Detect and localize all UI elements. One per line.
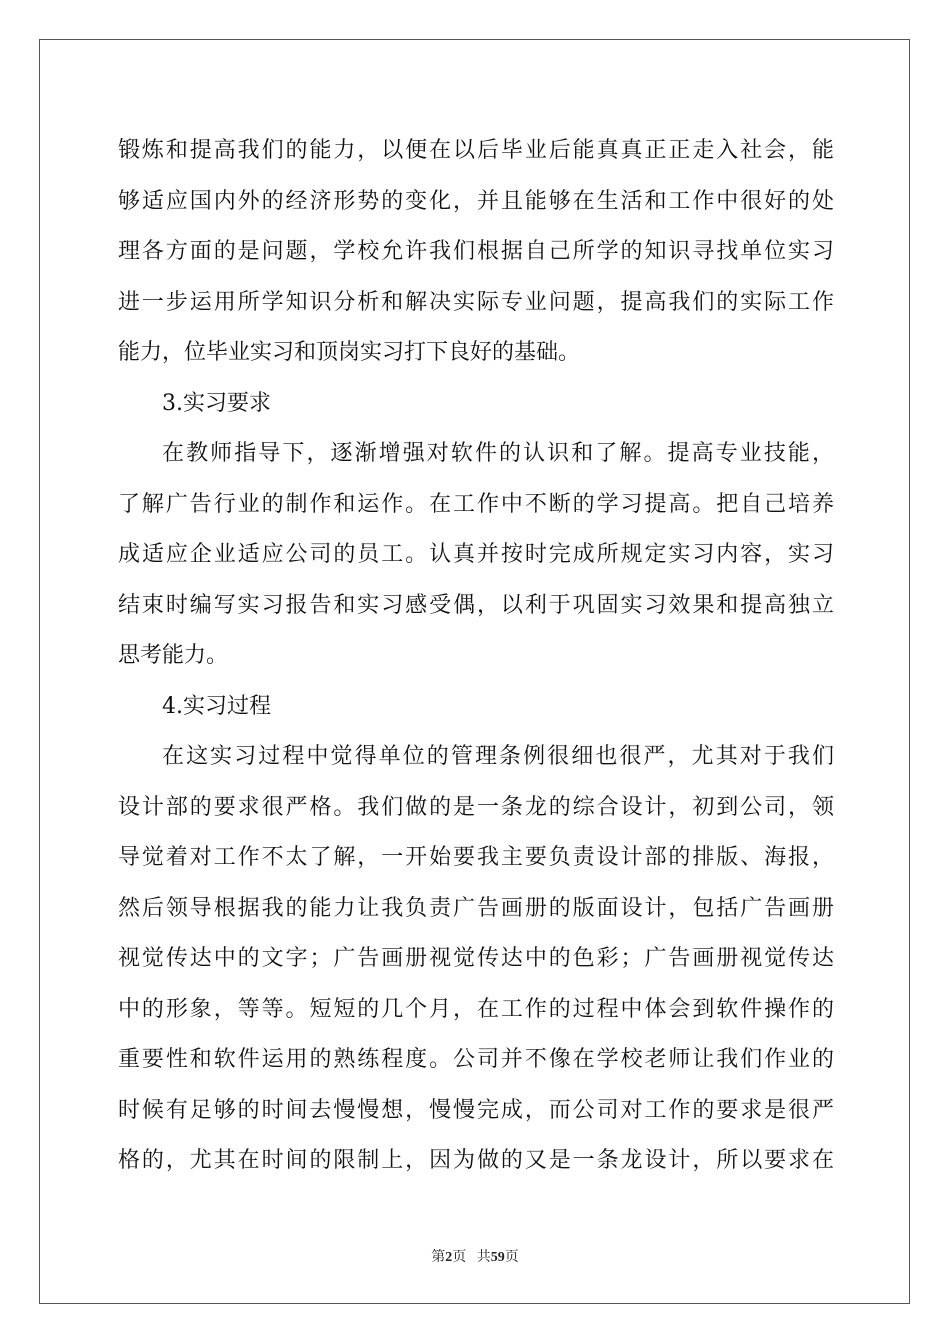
text-line: 中的形象，等等。短短的几个月，在工作的过程中体会到软件操作的 [118, 996, 834, 1022]
text-line: 够适应国内外的经济形势的变化，并且能够在生活和工作中很好的处 [118, 188, 834, 214]
document-body [118, 126, 834, 1187]
page-footer [0, 1246, 950, 1266]
text-line: 在教师指导下，逐渐增强对软件的认识和了解。提高专业技能， [162, 441, 834, 466]
text-line: 思考能力。 [118, 643, 229, 668]
paragraph-process [118, 732, 834, 1187]
page-prefix: 第 [431, 1250, 446, 1265]
text-line: 能力，位毕业实习和顶岗实习打下良好的基础。 [118, 340, 581, 365]
section-heading-process: 4.实习过程 [162, 693, 271, 719]
total-pages: 59 [490, 1250, 505, 1265]
text-line: 了解广告行业的制作和运作。在工作中不断的学习提高。把自己培养 [118, 491, 834, 517]
total-prefix: 共 [476, 1250, 491, 1265]
paragraph-requirements [118, 429, 834, 682]
text-line: 结束时编写实习报告和实习感受偶，以利于巩固实习效果和提高独立 [118, 592, 834, 618]
text-line: 在这实习过程中觉得单位的管理条例很细也很严，尤其对于我们 [162, 744, 834, 769]
page-number: 2 [445, 1250, 453, 1265]
page-suffix: 页 [452, 1250, 467, 1265]
paragraph-purpose [118, 126, 834, 379]
text-line: 视觉传达中的文字；广告画册视觉传达中的色彩；广告画册视觉传达 [118, 946, 834, 971]
text-line: 格的，尤其在时间的限制上，因为做的又是一条龙设计，所以要求在 [118, 1148, 834, 1173]
text-line: 重要性和软件运用的熟练程度。公司并不像在学校老师让我们作业的 [118, 1047, 834, 1072]
text-line: 理各方面的是问题，学校允许我们根据自己所学的知识寻找单位实习 [118, 239, 834, 264]
text-line: 时候有足够的时间去慢慢想，慢慢完成，而公司对工作的要求是很严 [118, 1097, 834, 1123]
text-line: 然后领导根据我的能力让我负责广告画册的版面设计，包括广告画册 [118, 895, 834, 921]
text-line: 锻炼和提高我们的能力，以便在以后毕业后能真真正正走入社会，能 [118, 138, 834, 163]
text-line: 成适应企业适应公司的员工。认真并按时完成所规定实习内容，实习 [118, 542, 834, 567]
section-heading-requirements: 3.实习要求 [162, 390, 271, 416]
text-line: 导觉着对工作不太了解，一开始要我主要负责设计部的排版、海报， [118, 845, 834, 870]
text-line: 设计部的要求很严格。我们做的是一条龙的综合设计，初到公司，领 [118, 794, 834, 820]
text-line: 进一步运用所学知识分析和解决实际专业问题，提高我们的实际工作 [118, 289, 834, 315]
total-suffix: 页 [504, 1250, 519, 1265]
